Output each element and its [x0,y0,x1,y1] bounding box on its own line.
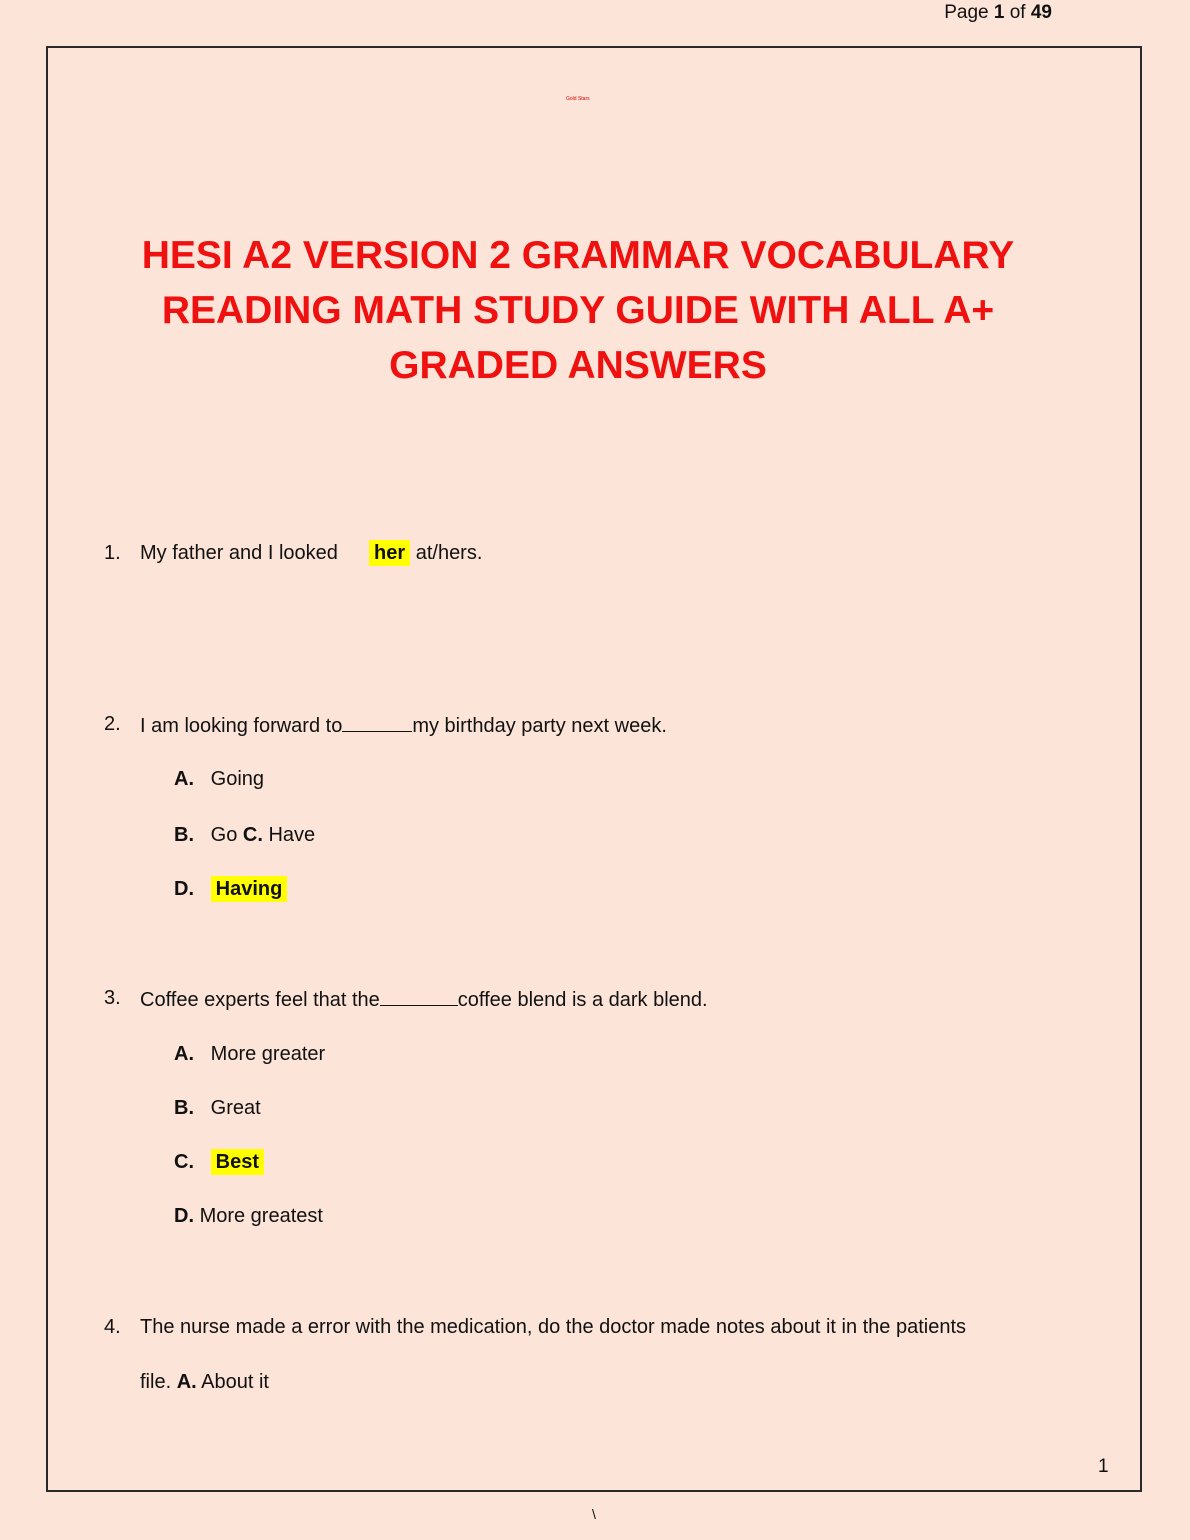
question-4-number: 4. [104,1316,121,1338]
question-2-text: I am looking forward to [140,715,343,737]
question-1-answer-highlight: her [369,540,410,566]
document-title [100,228,1056,393]
option-letter: D. [174,878,194,900]
option-text: Going [210,768,265,790]
bottom-mark: \ [592,1506,596,1522]
option-letter: C. [174,1151,194,1173]
question-2-option-d [174,878,287,901]
question-2-number: 2. [104,713,121,735]
question-1-number: 1. [104,542,121,564]
question-3-text: Coffee experts feel that the [140,989,380,1011]
question-1-text-after: at/hers. [415,542,483,564]
option-text: More greatest [199,1205,323,1227]
question-2-text-after: my birthday party next week. [412,715,667,737]
question-3-text-after: coffee blend is a dark blend. [457,989,708,1011]
question-3-option-b [174,1097,261,1120]
question-4-line-1: The nurse made a error with the medication, do the doctor made notes about it in the patients [140,1316,967,1338]
question-3-option-c [174,1151,264,1174]
page-total: 49 [1030,2,1052,23]
question-3-number: 3. [104,987,121,1009]
option-text: Go [210,824,238,846]
page-header [944,2,1052,24]
question-4-text: file. [140,1371,172,1393]
option-letter: A. [174,768,194,790]
footer-page-number: 1 [1098,1456,1109,1477]
question-3 [140,987,708,1012]
option-letter: B. [174,1097,194,1119]
option-letter: B. [174,824,194,846]
correct-answer-highlight: Best [211,1149,264,1175]
correct-answer-highlight: Having [211,876,288,902]
question-2-option-b-c [174,824,315,847]
page-of: of [1009,2,1026,23]
option-letter: A. [176,1371,197,1393]
option-letter: A. [174,1043,194,1065]
question-2 [140,713,667,738]
option-text: Have [268,824,316,846]
answer-blank [380,987,458,1006]
option-letter: C. [242,824,263,846]
top-watermark: Gold Stars [566,96,590,102]
option-letter: D. [174,1205,194,1227]
title-line-3: GRADED ANSWERS [389,344,767,387]
answer-blank [342,713,412,732]
page-label: Page [944,2,989,23]
title-line-2: READING MATH STUDY GUIDE WITH ALL A+ [161,289,995,332]
option-text: More greater [210,1043,326,1065]
question-3-option-a [174,1043,325,1066]
option-text: Great [210,1097,261,1119]
question-1 [140,542,482,565]
question-4-line-2 [140,1371,269,1394]
option-text: About it [201,1371,269,1393]
title-line-1: HESI A2 VERSION 2 GRAMMAR VOCABULARY [141,234,1015,277]
question-3-option-d [174,1205,323,1228]
page-current: 1 [993,2,1005,23]
question-1-text: My father and I looked [140,542,338,564]
question-2-option-a [174,768,264,791]
